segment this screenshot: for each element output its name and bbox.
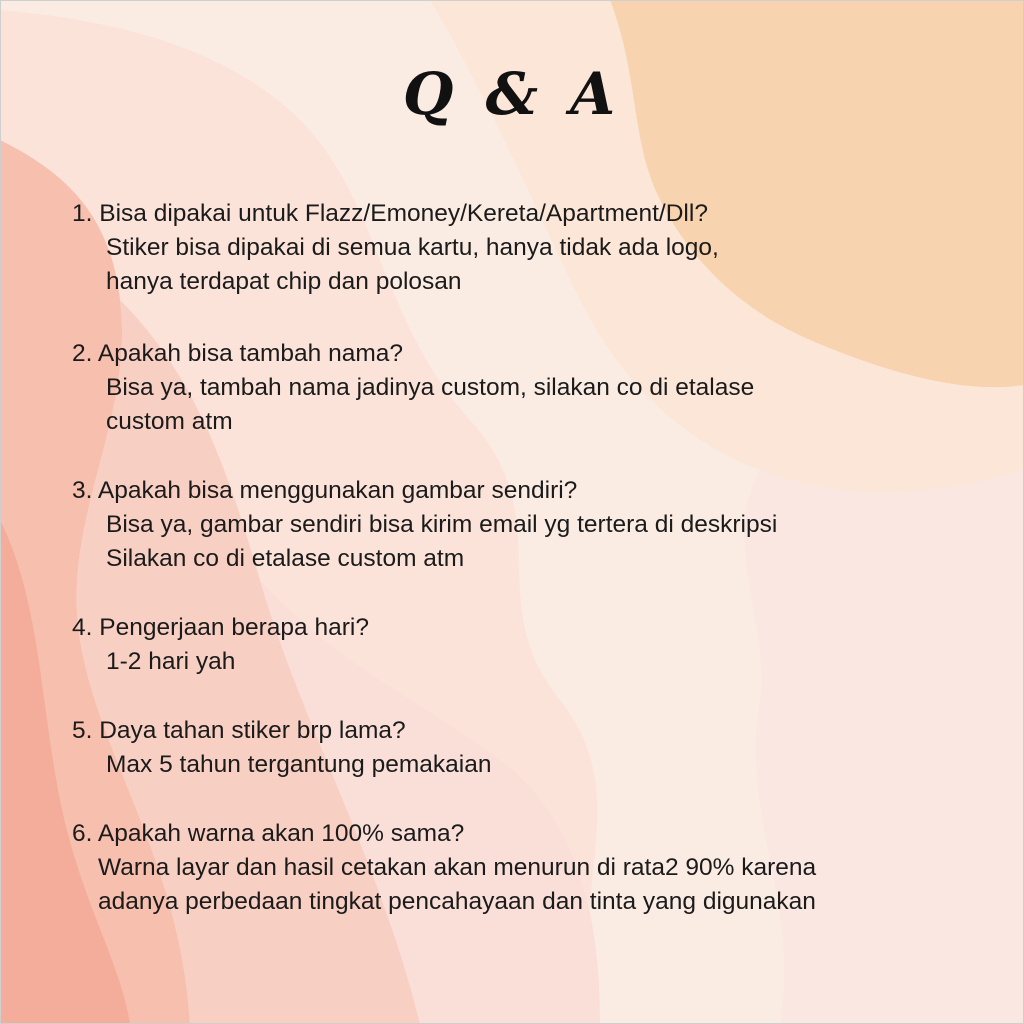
question-2: 2. Apakah bisa tambah nama? — [72, 340, 403, 367]
answer-3: Bisa ya, gambar sendiri bisa kirim email yg tertera di deskripsi Silakan co di etalase custom atm — [106, 511, 778, 572]
answer-6: Warna layar dan hasil cetakan akan menurun di rata2 90% karena adanya perbedaan tingkat pencahayaan dan tinta yang digunakan — [98, 854, 817, 915]
answer-4: 1-2 hari yah — [106, 648, 236, 675]
qa-item-2 — [72, 337, 992, 439]
answer-2: Bisa ya, tambah nama jadinya custom, silakan co di etalase custom atm — [106, 374, 755, 435]
qa-item-3 — [72, 474, 992, 576]
question-4: 4. Pengerjaan berapa hari? — [72, 614, 369, 641]
question-3: 3. Apakah bisa menggunakan gambar sendiri? — [72, 477, 578, 504]
answer-5: Max 5 tahun tergantung pemakaian — [106, 751, 492, 778]
qa-item-1 — [72, 197, 992, 299]
qa-item-5 — [72, 714, 992, 782]
question-1: 1. Bisa dipakai untuk Flazz/Emoney/Kereta/Apartment/Dll? — [72, 200, 708, 227]
qa-item-6 — [72, 817, 992, 919]
question-6: 6. Apakah warna akan 100% sama? — [72, 820, 465, 847]
question-5: 5. Daya tahan stiker brp lama? — [72, 717, 406, 744]
page-title: Q & A — [402, 60, 622, 128]
answer-1: Stiker bisa dipakai di semua kartu, hanya tidak ada logo, hanya terdapat chip dan polosan — [106, 234, 719, 295]
qa-item-4 — [72, 611, 992, 679]
